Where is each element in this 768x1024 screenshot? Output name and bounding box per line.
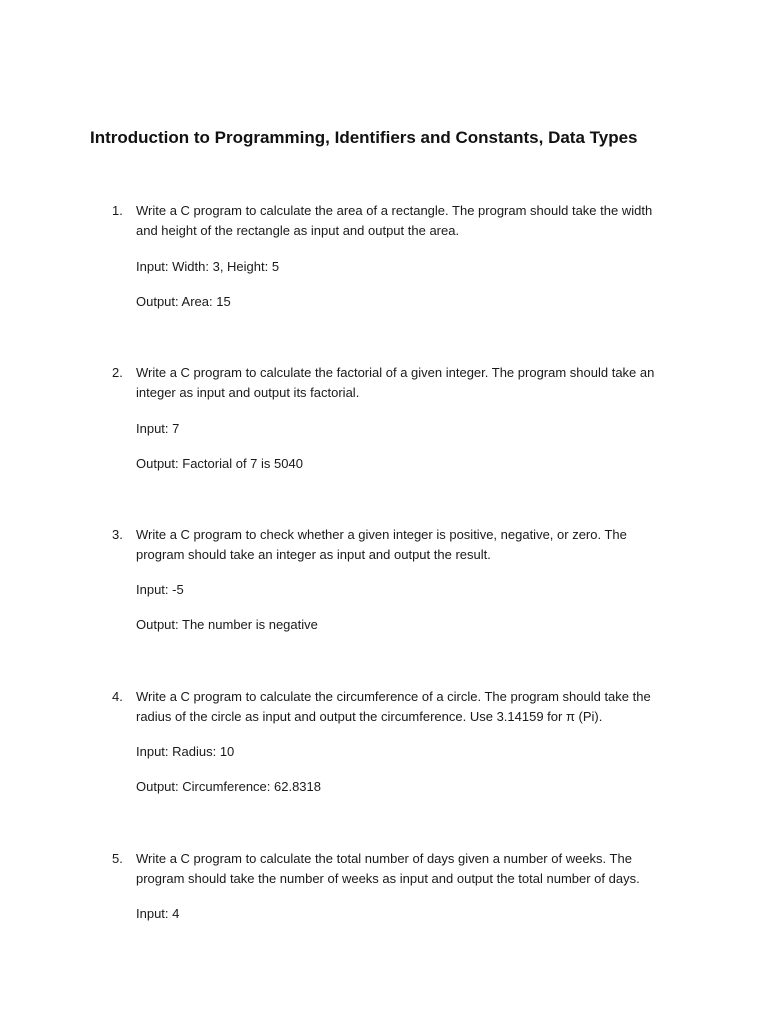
page-title: Introduction to Programming, Identifiers and Constants, Data Types (90, 128, 638, 147)
question-number: 1. (112, 203, 123, 218)
question-output-example: Output: Factorial of 7 is 5040 (136, 456, 303, 471)
question-number: 5. (112, 851, 123, 866)
question-text: Write a C program to calculate the circumference of a circle. The program should take the radius of the circle as input and output the circumference. Use 3.14159 for π (Pi). (136, 689, 651, 724)
question-input-example: Input: Width: 3, Height: 5 (136, 259, 280, 274)
question-input-example: Input: 7 (136, 421, 180, 436)
question-number: 2. (112, 365, 123, 380)
question-output-example: Output: Circumference: 62.8318 (136, 779, 321, 794)
question-body (136, 201, 676, 309)
question-text: Write a C program to calculate the total number of days given a number of weeks. The program should take the number of weeks as input and output the total number of days. (136, 851, 640, 886)
question-body (136, 687, 676, 794)
question-body (136, 363, 676, 471)
question-text: Write a C program to check whether a given integer is positive, negative, or zero. The program should take an integer as input and output the result. (136, 527, 627, 562)
question-input-example: Input: 4 (136, 906, 180, 921)
question-body (136, 849, 676, 921)
question-output-example: Output: Area: 15 (136, 294, 231, 309)
question-number: 4. (112, 689, 123, 704)
question-number: 3. (112, 527, 123, 542)
question-text: Write a C program to calculate the area of a rectangle. The program should take the width and height of the rectangle as input and output the area. (136, 203, 653, 238)
question-output-example: Output: The number is negative (136, 617, 318, 632)
question-input-example: Input: -5 (136, 582, 184, 597)
question-text: Write a C program to calculate the factorial of a given integer. The program should take an integer as input and output its factorial. (136, 365, 655, 400)
question-input-example: Input: Radius: 10 (136, 744, 235, 759)
question-body (136, 525, 676, 632)
